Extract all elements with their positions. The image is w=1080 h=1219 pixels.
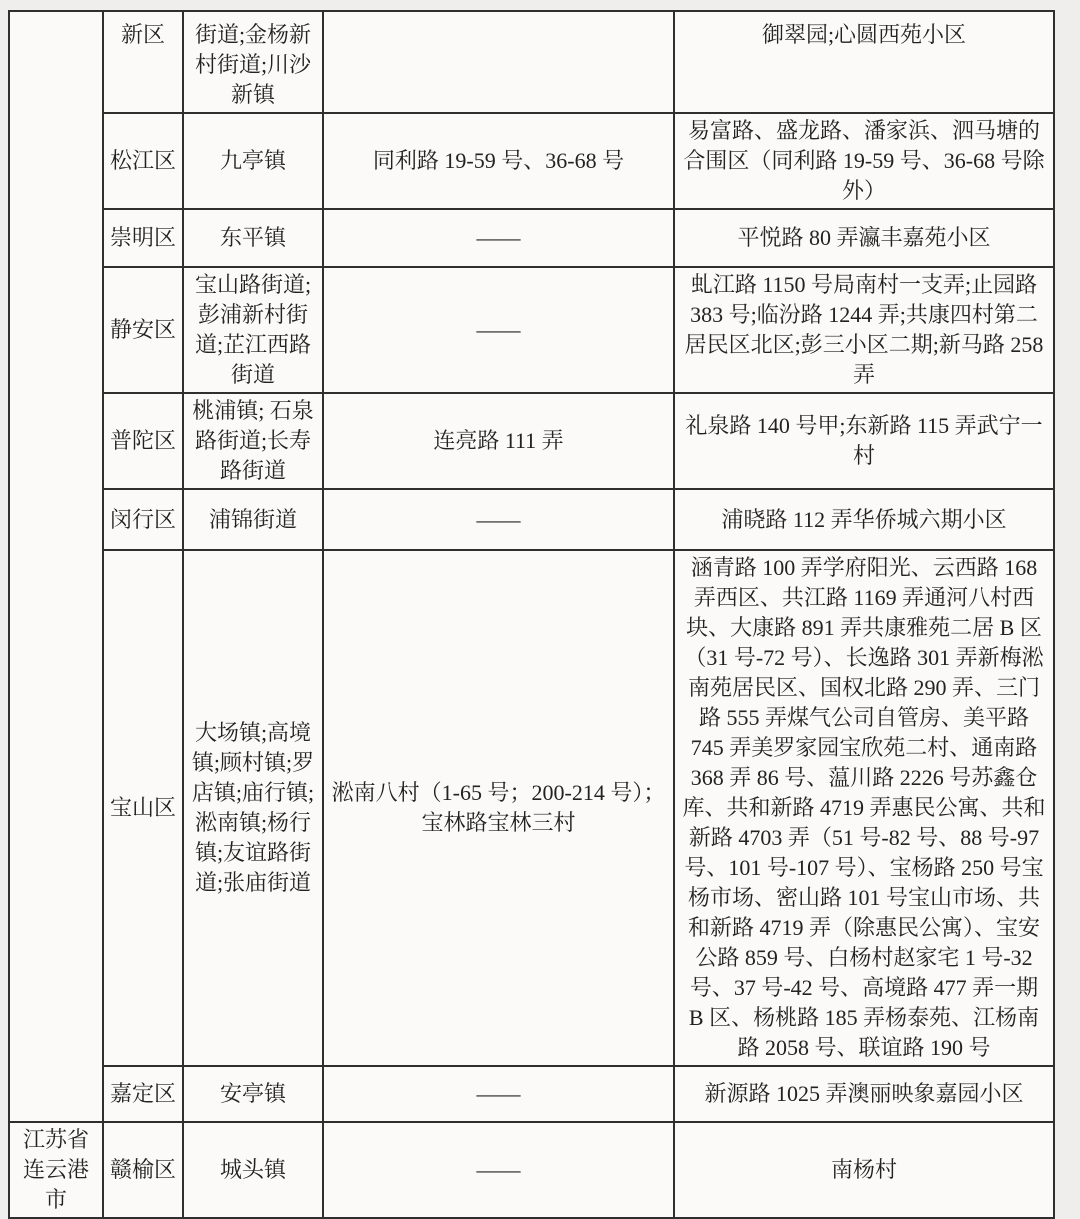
table-row [9,113,1054,209]
cell-mid: —— [323,1122,674,1218]
cell-province-merged [9,11,103,1122]
cell-towns: 城头镇 [183,1122,323,1218]
table-row [9,489,1054,550]
cell-district: 嘉定区 [103,1066,183,1122]
cell-mid: —— [323,489,674,550]
cell-district: 普陀区 [103,393,183,489]
cell-district: 新区 [103,11,183,113]
cell-areas: 虬江路 1150 号局南村一支弄;止园路 383 号;临汾路 1244 弄;共康四村第二居民区北区;彭三小区二期;新马路 258 弄 [674,267,1054,393]
cell-district: 闵行区 [103,489,183,550]
cell-towns: 桃浦镇; 石泉路街道;长寿路街道 [183,393,323,489]
cell-towns: 东平镇 [183,209,323,267]
cell-mid: 淞南八村（1-65 号；200-214 号）；宝林路宝林三村 [323,550,674,1066]
cell-district: 宝山区 [103,550,183,1066]
cell-towns: 九亭镇 [183,113,323,209]
cell-towns: 宝山路街道;彭浦新村街道;芷江西路街道 [183,267,323,393]
table-row [9,393,1054,489]
cell-areas: 浦晓路 112 弄华侨城六期小区 [674,489,1054,550]
risk-area-table [8,10,1055,1219]
cell-areas: 礼泉路 140 号甲;东新路 115 弄武宁一村 [674,393,1054,489]
cell-mid: —— [323,267,674,393]
cell-district: 崇明区 [103,209,183,267]
table-row [9,209,1054,267]
cell-district: 赣榆区 [103,1122,183,1218]
cell-district: 静安区 [103,267,183,393]
cell-mid: 同利路 19-59 号、36-68 号 [323,113,674,209]
cell-areas: 易富路、盛龙路、潘家浜、泗马塘的合围区（同利路 19-59 号、36-68 号除外） [674,113,1054,209]
cell-areas: 御翠园;心圆西苑小区 [674,11,1054,113]
table-row [9,550,1054,1066]
cell-areas: 南杨村 [674,1122,1054,1218]
cell-mid: —— [323,209,674,267]
cell-towns: 大场镇;高境镇;顾村镇;罗店镇;庙行镇;淞南镇;杨行镇;友谊路街道;张庙街道 [183,550,323,1066]
cell-mid: 连亮路 111 弄 [323,393,674,489]
cell-mid [323,11,674,113]
cell-province: 江苏省连云港市 [9,1122,103,1218]
table-row [9,1066,1054,1122]
cell-areas: 涵青路 100 弄学府阳光、云西路 168 弄西区、共江路 1169 弄通河八村西块、大康路 891 弄共康雅苑二居 B 区（31 号-72 号）、长逸路 301 弄新梅淞南苑居民区、国权北路 290 弄、三门路 555 弄煤气公司自管房、美平路 745 弄美罗家园宝欣苑二村、通南路 368 弄 86 号、蕰川路 2226 号苏鑫仓库、共和新路 4719 弄惠民公寓、共和新路 4703 弄（51 号-82 号、88 号-97 号、101 号-107 号）、宝杨路 250 号宝杨市场、密山路 101 号宝山市场、共和新路 4719 弄（除惠民公寓）、宝安公路 859 号、白杨村赵家宅 1 号-32 号、37 号-42 号、高境路 477 弄一期 B 区、杨桃路 185 弄杨泰苑、江杨南路 2058 号、联谊路 190 号 [674,550,1054,1066]
cell-areas: 平悦路 80 弄瀛丰嘉苑小区 [674,209,1054,267]
cell-mid: —— [323,1066,674,1122]
table-row [9,1122,1054,1218]
cell-areas: 新源路 1025 弄澳丽映象嘉园小区 [674,1066,1054,1122]
cell-district: 松江区 [103,113,183,209]
cell-towns: 浦锦街道 [183,489,323,550]
table-row [9,11,1054,113]
table-row [9,267,1054,393]
cell-towns: 安亭镇 [183,1066,323,1122]
cell-towns: 街道;金杨新村街道;川沙新镇 [183,11,323,113]
